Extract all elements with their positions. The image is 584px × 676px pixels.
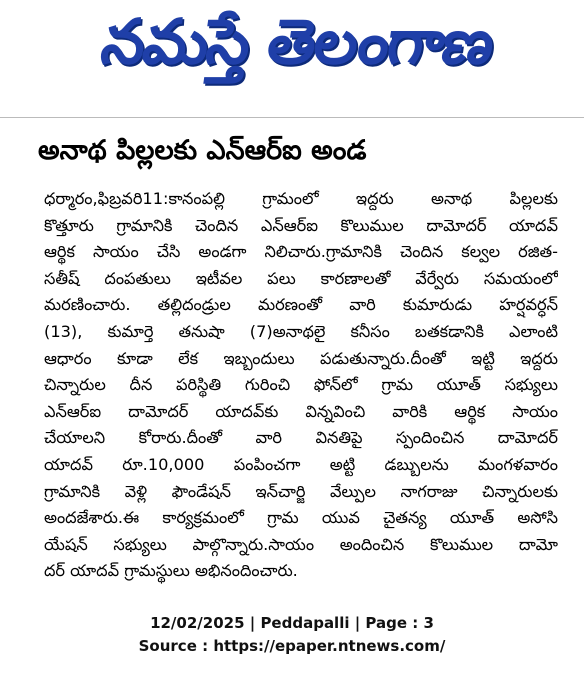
masthead-divider — [0, 117, 584, 118]
article-line: చిన్నారుల దీన పరిస్థితి గురించి ఫోన్‌లో గ్రామ యూత్ సభ్యులు — [44, 375, 558, 395]
article-line: యాదవ్ రూ.10,000 పంపించగా అట్టి డబ్బులను మంగళవారం — [44, 454, 558, 474]
article-line: గ్రామానికి వెళ్లి ఫౌండేషన్ ఇన్‌చార్జి వేల్పుల నాగరాజు చిన్నారులకు — [44, 481, 558, 501]
article-line: ఆధారం కూడా లేక ఇబ్బందులు పడుతున్నారు.దీంతో ఇట్టి ఇద్దరు — [44, 348, 558, 368]
source-credit: Source : https://epaper.ntnews.com/ — [138, 637, 446, 655]
article-footer — [0, 612, 584, 658]
article-line: చేయాలని కోరారు.దీంతో వారి వినతిపై స్పందించిన దామోదర్ — [44, 428, 558, 448]
article-line: ఆర్థిక సాయం చేసి అండగా నిలిచారు.గ్రామానికి చెందిన కల్వల రజిత- — [44, 242, 558, 262]
article-line: సతీష్ దంపతులు ఇటీవల పలు కారణాలతో వేర్వేరు సమయంలో — [44, 268, 558, 288]
article-line: అందజేశారు.ఈ కార్యక్రమంలో గ్రామ యువ చైతన్య యూత్ అసోసి — [44, 508, 558, 528]
article-line: ధర్మారం,ఫిబ్రవరి11:కానంపల్లి గ్రామంలో ఇద్దరు అనాథ పిల్లలకు — [44, 189, 558, 208]
article-line: (13), కుమార్తె తనుషా (7)అనాథలై కనీసం బతకడానికి ఎలాంటి — [44, 321, 558, 341]
article-line: ఎన్‌ఆర్‌ఐ దామోదర్ యాదవ్‌కు విన్నవించి వారికి ఆర్థిక సాయం — [44, 401, 558, 421]
article-line: కొత్తూరు గ్రామానికి చెందిన ఎన్‌ఆర్‌ఐ కొలుముల దామోదర్ యాదవ్ — [44, 215, 558, 235]
article-line: మరణించారు. తల్లిదండ్రుల మరణంతో వారి కుమారుడు హర్షవర్ధన్ — [44, 295, 558, 315]
article-headline: అనాథ పిల్లలకు ఎన్‌ఆర్‌ఐ అండ — [38, 135, 367, 166]
newspaper-logo: నమస్తే తెలంగాణ — [96, 5, 498, 78]
article-line: యేషన్ సభ్యులు పాల్గొన్నారు.సాయం అందించిన కొలుముల దామో — [44, 534, 558, 554]
article-body — [44, 186, 558, 606]
article-line: దర్ యాదవ్ గ్రామస్థులు అభినందించారు. — [44, 561, 298, 581]
dateline: 12/02/2025 | Peddapalli | Page : 3 — [150, 614, 434, 632]
masthead — [0, 0, 584, 118]
